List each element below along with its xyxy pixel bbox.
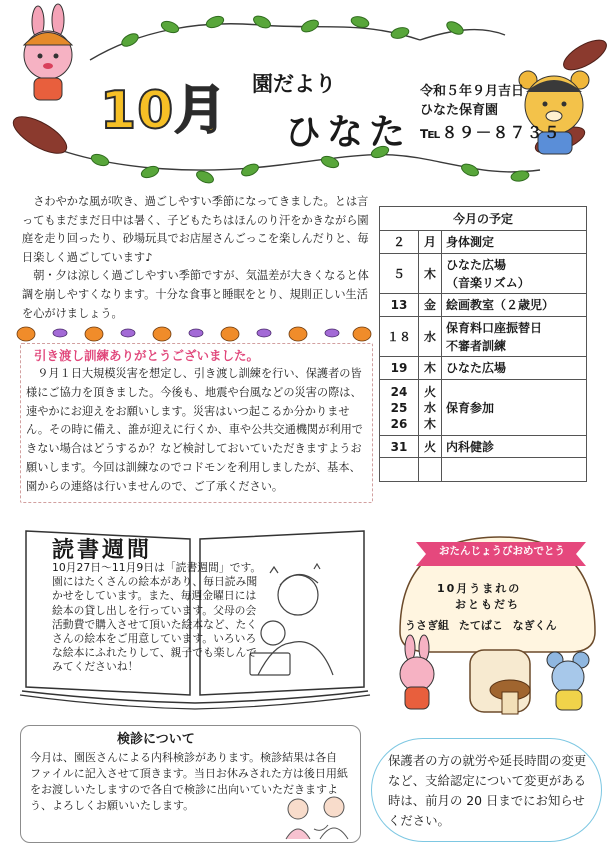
month-title: 10月	[100, 81, 228, 141]
phone-number: ℡８９－８７３５	[420, 123, 561, 142]
schedule-event	[442, 254, 587, 294]
schedule-event: ひなた広場	[442, 357, 587, 380]
reading-week-body: 10月27日～11月9日は「読書週間」です。園にはたくさんの絵本があり、毎日読み聞かせをしています。また、毎週金曜日には絵本の貸し出しを行っています。父母の会活動費で購入させて頂いた絵本など、たくさんの絵本をご用意しています。いろいろな絵本にふれたりして、親子でも楽しんでみてくださいね！	[52, 561, 262, 674]
schedule-day: 13	[380, 294, 419, 317]
birthday-ribbon: おたんじょうびおめでとう	[439, 545, 565, 557]
newsletter-subtitle: 園だより	[252, 72, 336, 96]
doctor-child-icon	[278, 795, 358, 841]
schedule-weekday: 水	[419, 317, 442, 357]
birthday-names: うさぎ組 たてばこ なぎくん	[405, 619, 557, 632]
schedule-event: 内科健診	[442, 436, 587, 458]
schedule-weekday-empty	[419, 458, 442, 482]
table-row	[380, 380, 587, 436]
table-row	[380, 294, 587, 317]
schedule-event-line: ひなた広場	[446, 257, 507, 272]
halloween-decoration-row	[16, 323, 376, 343]
school-name: ひなた保育園	[420, 103, 499, 118]
schedule-day: 31	[380, 436, 419, 458]
rabbit-character-icon	[24, 4, 72, 100]
schedule-day	[380, 380, 419, 436]
intro-text	[22, 193, 370, 323]
schedule-day-line: 25	[390, 400, 408, 415]
table-row	[380, 436, 587, 458]
schedule-day: １８	[380, 317, 419, 357]
schedule-event: 絵画教室（２歳児）	[442, 294, 587, 317]
schedule-weekday	[419, 380, 442, 436]
schedule-day-empty	[380, 458, 419, 482]
schedule-weekday: 火	[419, 436, 442, 458]
intro-paragraph: 朝・夕は涼しく過ごしやすい季節ですが、気温差が大きくなると体調を崩しやすくなります。十分な食事と睡眠をとり、規則正しい生活を心がけましょう。	[22, 269, 369, 320]
schedule-weekday-line: 火	[423, 384, 436, 399]
schedule-day: ５	[380, 254, 419, 294]
birthday-line: 10月うまれの	[437, 582, 522, 595]
schedule-event	[442, 317, 587, 357]
schedule-weekday: 金	[419, 294, 442, 317]
schedule-day-line: 24	[390, 384, 408, 399]
drill-body	[26, 365, 368, 497]
newsletter-title: ひなた	[285, 112, 412, 153]
schedule-weekday: 木	[419, 357, 442, 380]
table-row	[380, 317, 587, 357]
table-row	[380, 254, 587, 294]
schedule-day: ２	[380, 231, 419, 254]
table-row	[380, 231, 587, 254]
schedule-weekday-line: 水	[423, 400, 436, 415]
schedule-event: 身体測定	[442, 231, 587, 254]
birthday-line: おともだち	[455, 598, 520, 611]
monthly-schedule-table	[379, 206, 587, 482]
mouse-icon	[547, 652, 589, 710]
table-row	[380, 357, 587, 380]
schedule-day: 19	[380, 357, 419, 380]
schedule-event-line: （音楽リズム）	[446, 275, 530, 290]
schedule-weekday: 木	[419, 254, 442, 294]
checkup-body: 今月は、園医さんによる内科検診があります。検診結果は各自ファイルに記入させて頂きます。当日お休みされた方は後日用紙をお渡しいたしますので各自で検診に出向いていただきますよう、よろしくお願いいたします。	[30, 751, 348, 812]
intro-paragraph: さわやかな風が吹き、過ごしやすい季節になってきました。とは言ってもまだまだ日中は暑く、子どもたちはほんのり汗をかきながら園庭を走り回ったり、砂場玩具でお店屋さんごっこを楽しんだりと、毎日楽しく過ごしています♪	[22, 195, 369, 264]
schedule-event-line: 保育料口座振替日	[446, 320, 543, 335]
schedule-event-line: 不審者訓練	[446, 338, 507, 353]
schedule-weekday: 月	[419, 231, 442, 254]
drill-paragraph: ９月１日大規模災害を想定し、引き渡し訓練を行い、保護者の皆様にご協力を頂きました。今後も、地震や台風などの災害の際は、速やかにお迎えをお願いします。災害はいつ起こるか分かりません。その時に備え、誰が迎えに行くか、車や公共交通機関が利用できない場合はどうするか？など検討しておいていただきますようお願いします。今回は訓練なのでコドモンを利用しましたが、基本、園からの連絡は行いませんので、ご了承ください。	[26, 367, 363, 493]
schedule-title: 今月の予定	[380, 207, 587, 231]
schedule-event-empty	[442, 458, 587, 482]
issue-date: 令和５年９月吉日	[420, 84, 525, 99]
notice-body: 保護者の方の就労や延長時間の変更など、支給認定について変更がある時は、前月の 20 日までにお知らせください。	[388, 753, 587, 828]
schedule-event: 保育参加	[442, 380, 587, 436]
schedule-day-line: 26	[390, 416, 408, 431]
drill-title: 引き渡し訓練ありがとうございました。	[34, 348, 260, 363]
checkup-title: 検診について	[117, 732, 195, 747]
table-row	[380, 458, 587, 482]
reading-week-title: 読書週間	[52, 538, 153, 563]
schedule-weekday-line: 木	[423, 416, 436, 431]
